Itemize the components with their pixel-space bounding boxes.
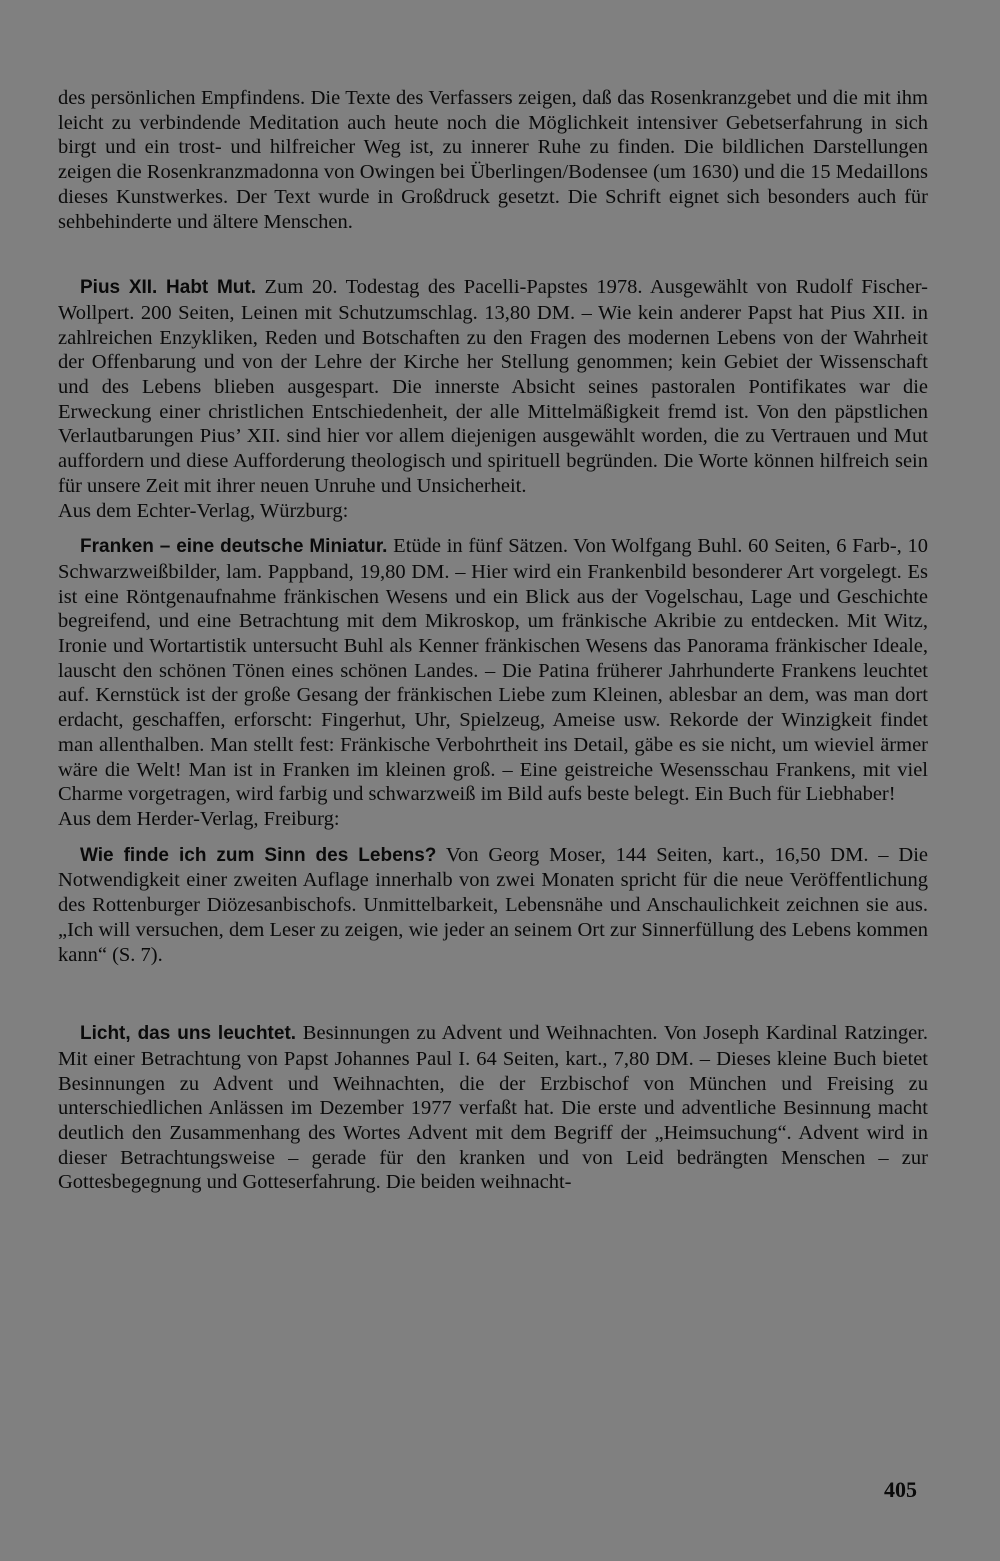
review-moser [58,843,928,968]
review-franken [58,534,928,807]
review-title: Pius XII. Habt Mut. [80,277,256,299]
review-pius [58,275,928,498]
publisher-heading-echter: Aus dem Echter-Verlag, Würzburg: [58,499,349,522]
publisher-heading-herder: Aus dem Herder-Verlag, Freiburg: [58,807,340,830]
review-body: Besinnungen zu Advent und Weihnachten. Von Joseph Kardinal Ratzinger. Mit einer Betrachtung von Papst Johannes Paul I. 64 Seiten, kart., 7,80 DM. – Dieses kleine Buch bietet Besinnungen zu Advent und Weihnachten, die der Erzbischof von München und Freising zu unterschiedlichen Anlässen im Dezember 1977 verfaßt hat. Die erste und adventliche Besinnung macht deutlich den Zusammenhang des Wortes Advent mit dem Begriff der „Heimsuchung“. Advent wird in dieser Betrachtungsweise – gerade für den kranken und von Leid bedrängten Menschen – zur Gottesbegegnung und Gotteserfahrung. Die beiden weihnacht- [58,1022,928,1194]
page-number: 405 [884,1477,917,1502]
review-ratzinger [58,1021,928,1195]
review-body: Etüde in fünf Sätzen. Von Wolfgang Buhl. 60 Seiten, 6 Farb-, 10 Schwarzweißbilder, lam. Pappband, 19,80 DM. – Hier wird ein Frankenbild besonderer Art vorgelegt. Es ist eine Röntgenaufnahme fränkischen Wesens und ein Blick aus der Vogelschau, Lage und Geschichte begreifend, und eine Betrachtung mit dem Mikroskop, um fränkische Akribie zu entdecken. Mit Witz, Ironie und Wortartistik untersucht Buhl als Kenner fränkischen Wesens das Panorama fränkischer Ideale, lauscht den schönen Tönen eines schönen Landes. – Die Patina früherer Jahrhunderte Frankens leuchtet auf. Kernstück ist der große Gesang der fränkischen Liebe zum Kleinen, ablesbar an dem, was man dort erdacht, geschaffen, erforscht: Fingerhut, Uhr, Spielzeug, Ameise usw. Rekorde der Winzigkeit findet man allenthalben. Man stellt fest: Fränkische Verbohrtheit ins Detail, gäbe es sie nicht, um wieviel ärmer wäre die Welt! Man ist in Franken im kleinen groß. – Eine geistreiche Wesensschau Frankens, mit viel Charme vorgetragen, wird farbig und schwarzweiß im Bild aufs beste belegt. Ein Buch für Liebhaber! [58,535,928,806]
review-title: Licht, das uns leuchtet. [80,1023,297,1045]
page-text [58,86,928,1195]
review-body: Von Georg Moser, 144 Seiten, kart., 16,50 DM. – Die Notwendigkeit einer zweiten Auflage innerhalb von zwei Monaten spricht für die neue Veröffentlichung des Rottenburger Diözesanbischofs. Unmittelbarkeit, Lebensnähe und Anschaulichkeit zeichnen sie aus. „Ich will versuchen, dem Leser zu zeigen, wie jeder an seinem Ort zur Sinnerfüllung des Lebens kommen kann“ (S. 7). [58,843,928,966]
intro-paragraph: des persönlichen Empfindens. Die Texte des Verfassers zeigen, daß das Rosenkranzgebet und die mit ihm leicht zu verbindende Meditation auch heute noch die Möglichkeit intensiver Gebetserfahrung in sich birgt und ein trost- und hilfreicher Weg ist, zu innerer Ruhe zu finden. Die bildlichen Darstellungen zeigen die Rosenkranzmadonna von Owingen bei Überlingen/Bodensee (um 1630) und die 15 Medaillons dieses Kunstwerkes. Der Text wurde in Großdruck gesetzt. Die Schrift eignet sich besonders auch für sehbehinderte und ältere Menschen. [58,87,928,233]
review-title: Franken – eine deutsche Miniatur. [80,536,388,558]
review-title: Wie finde ich zum Sinn des Lebens? [80,844,437,866]
review-body: Zum 20. Todestag des Pacelli-Papstes 1978. Ausgewählt von Rudolf Fischer-Wollpert. 200 Seiten, Leinen mit Schutzumschlag. 13,80 DM. – Wie kein anderer Papst hat Pius XII. in zahlreichen Enzykliken, Reden und Botschaften zu den Fragen des modernen Lebens von der Wahrheit der Offenbarung und von der Lehre der Kirche her Stellung genommen; kein Gebiet der Wissenschaft und des Lebens blieben ausgespart. Die innerste Absicht seines pastoralen Pontifikates war die Erweckung einer christlichen Entschiedenheit, der alle Mittelmäßigkeit fremd ist. Von den päpstlichen Verlautbarungen Pius’ XII. sind hier vor allem diejenigen ausgewählt worden, die zu Vertrauen und Mut auffordern und diese Aufforderung theologisch und spirituell begründen. Die Worte können hilfreich sein für unsere Zeit mit ihrer neuen Unruhe und Unsicherheit. [58,276,928,497]
